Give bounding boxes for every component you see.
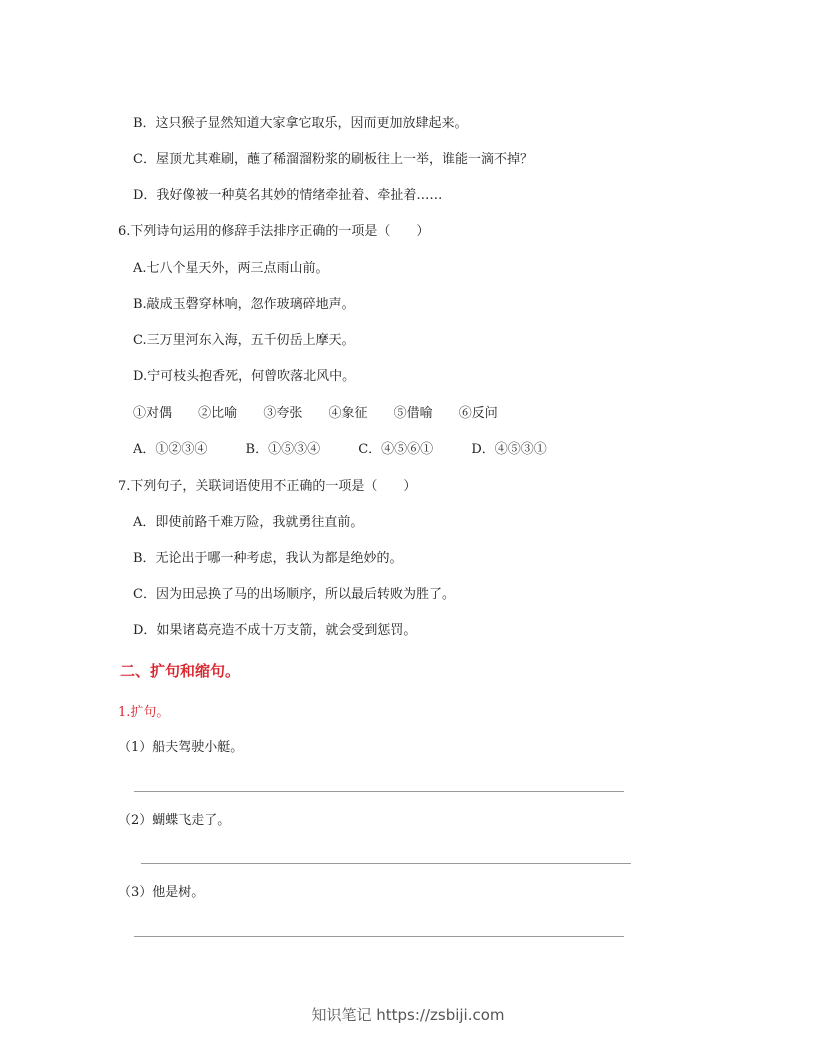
footer-watermark: 知识笔记 https://zsbiji.com [311, 1006, 505, 1024]
section-2-subheading: 1.扩句。 [118, 705, 170, 720]
device-3: ③夸张 [263, 406, 303, 421]
q6-stem: 6.下列诗句运用的修辞手法排序正确的一项是（ ） [118, 224, 430, 239]
answer-line-2[interactable] [141, 863, 631, 864]
q7-option-d: D．如果诸葛亮造不成十万支箭，就会受到惩罚。 [133, 623, 417, 638]
device-4: ④象征 [328, 406, 368, 421]
q6-option-d: D.宁可枝头抱香死，何曾吹落北风中。 [133, 369, 356, 384]
q6-choices [133, 441, 581, 459]
expand-item-3: （3）他是树。 [118, 885, 205, 900]
q6-rhetorical-devices [133, 405, 520, 423]
q7-option-b: B．无论出于哪一种考虑，我认为都是绝妙的。 [133, 551, 403, 566]
q6-option-c: C.三万里河东入海，五千仞岳上摩天。 [133, 333, 355, 348]
q6-choice-b: B．①⑤③④ [245, 442, 321, 457]
q6-option-b: B.敲成玉磬穿林响，忽作玻璃碎地声。 [133, 297, 355, 312]
q6-choice-c: C．④⑤⑥① [358, 442, 434, 457]
q6-choice-d: D．④⑤③① [471, 442, 547, 457]
expand-item-2: （2）蝴蝶飞走了。 [118, 813, 231, 828]
device-1: ①对偶 [133, 406, 173, 421]
q6-choice-a: A．①②③④ [133, 442, 208, 457]
q5-option-c: C．屋顶尤其难刷，蘸了稀溜溜粉浆的刷板往上一举，谁能一滴不掉？ [133, 152, 533, 167]
q7-option-c: C．因为田忌换了马的出场顺序，所以最后转败为胜了。 [133, 587, 455, 602]
expand-item-1: （1）船夫驾驶小艇。 [118, 740, 244, 755]
q7-stem: 7.下列句子，关联词语使用不正确的一项是（ ） [118, 479, 417, 494]
q7-option-a: A．即使前路千难万险，我就勇往直前。 [133, 515, 364, 530]
q6-option-a: A.七八个星天外，两三点雨山前。 [133, 261, 329, 276]
device-6: ⑥反问 [458, 406, 498, 421]
section-2-title: 二、扩句和缩句。 [120, 662, 241, 680]
device-5: ⑤借喻 [393, 406, 433, 421]
q5-option-b: B．这只猴子显然知道大家拿它取乐，因而更加放肆起来。 [133, 116, 468, 131]
device-2: ②比喻 [198, 406, 238, 421]
answer-line-3[interactable] [134, 936, 624, 937]
answer-line-1[interactable] [134, 791, 624, 792]
q5-option-d: D．我好像被一种莫名其妙的情绪牵扯着、牵扯着…… [133, 188, 443, 203]
